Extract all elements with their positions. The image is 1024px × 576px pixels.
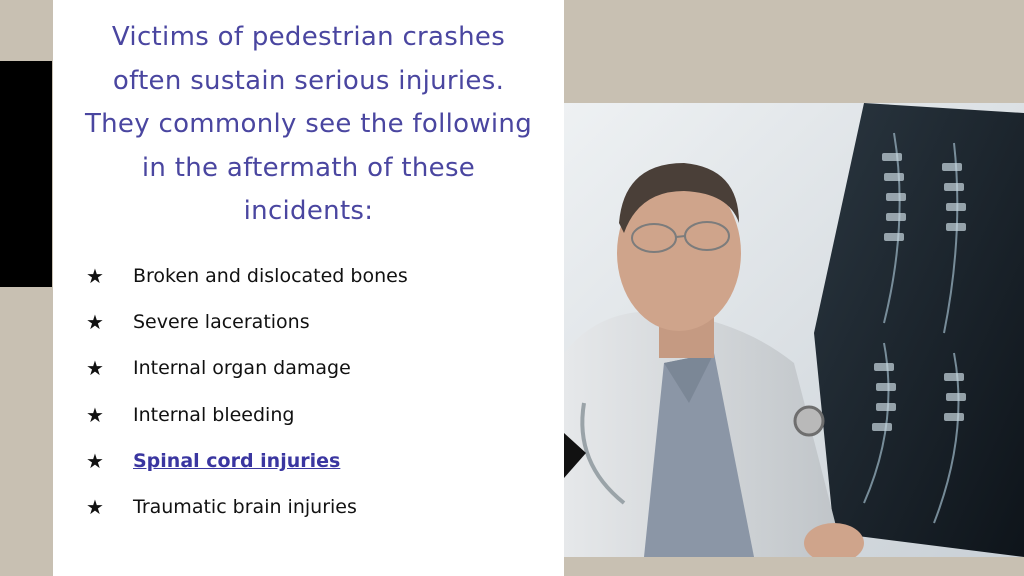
star-icon: ★ — [86, 495, 104, 520]
list-item-label: Internal bleeding — [133, 403, 295, 426]
list-item-label: Severe lacerations — [133, 311, 310, 334]
list-item-label: Traumatic brain injuries — [133, 496, 357, 519]
list-item — [86, 392, 408, 438]
list-item — [86, 484, 408, 530]
title-line: Victims of pedestrian crashes — [111, 22, 506, 52]
title-line: incidents: — [243, 196, 374, 226]
decorative-black-bar — [0, 61, 52, 287]
doctor-xray-photo — [564, 103, 1024, 557]
list-item — [86, 345, 408, 391]
list-item — [86, 438, 408, 484]
list-item — [86, 253, 408, 299]
injury-list — [86, 253, 408, 530]
list-item-label: Internal organ damage — [133, 357, 351, 380]
star-icon: ★ — [86, 264, 104, 289]
spinal-cord-injuries-link[interactable]: Spinal cord injuries — [133, 449, 341, 472]
content-card — [53, 0, 564, 576]
star-icon: ★ — [86, 448, 104, 473]
slide-title — [63, 16, 554, 234]
doctor-xray-illustration — [564, 103, 1024, 557]
title-line: often sustain serious injuries. — [112, 65, 505, 96]
title-line: They commonly see the following — [84, 109, 533, 139]
star-icon: ★ — [86, 402, 104, 427]
list-item-label: Broken and dislocated bones — [133, 265, 408, 288]
title-line: in the aftermath of these — [141, 152, 476, 183]
list-item — [86, 299, 408, 345]
star-icon: ★ — [86, 310, 104, 335]
star-icon: ★ — [86, 356, 104, 381]
